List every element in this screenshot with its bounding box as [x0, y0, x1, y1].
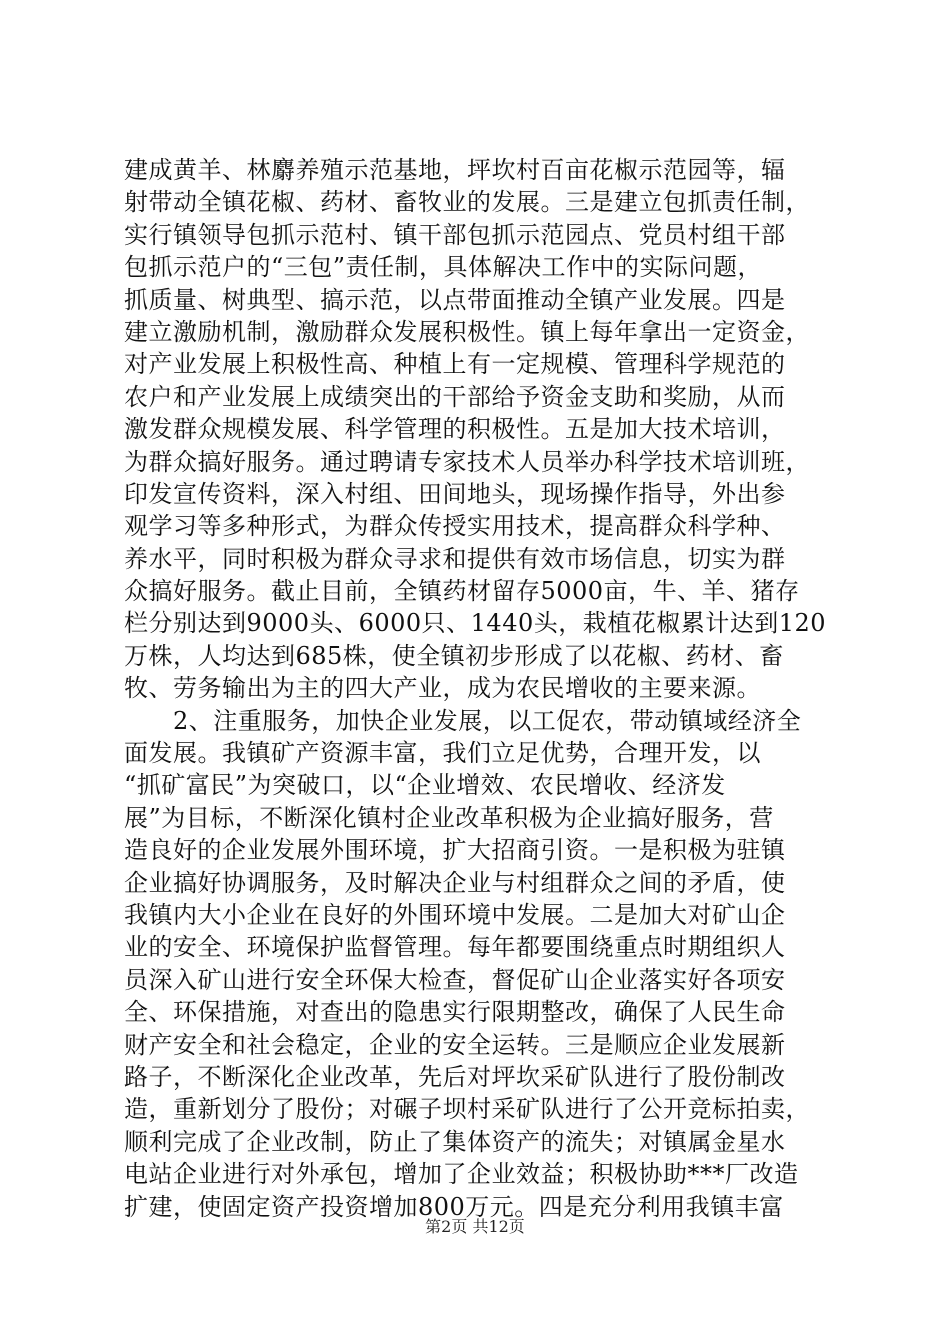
text-line: 众搞好服务。截止目前，全镇药材留存5000亩，牛、羊、猪存 — [124, 577, 800, 606]
text-line: 为群众搞好服务。通过聘请专家技术人员举办科学技术培训班， — [124, 447, 810, 476]
text-line: 扩建，使固定资产投资增加800万元。四是充分利用我镇丰富 — [124, 1192, 784, 1221]
page-footer: 第2页 共12页 — [425, 1217, 525, 1236]
text-line: 印发宣传资料，深入村组、田间地头，现场操作指导，外出参 — [124, 479, 786, 508]
text-line: 栏分别达到9000头、6000只、1440头，栽植花椒累计达到120 — [124, 609, 827, 638]
text-line: 农户和产业发展上成绩突出的干部给予资金支助和奖励，从而 — [124, 382, 786, 411]
text-line: 企业搞好协调服务，及时解决企业与村组群众之间的矛盾，使 — [124, 868, 786, 897]
text-line: 养水平，同时积极为群众寻求和提供有效市场信息，切实为群 — [124, 544, 786, 573]
text-line: “抓矿富民”为突破口，以“企业增效、农民增收、经济发 — [124, 771, 726, 800]
text-line: 面发展。我镇矿产资源丰富，我们立足优势，合理开发，以 — [124, 739, 761, 768]
text-line: 2、注重服务，加快企业发展，以工促农，带动镇域经济全 — [124, 706, 802, 735]
text-line: 造良好的企业发展外围环境，扩大招商引资。一是积极为驻镇 — [124, 836, 786, 865]
text-line: 牧、劳务输出为主的四大产业，成为农民增收的主要来源。 — [124, 674, 761, 703]
text-line: 员深入矿山进行安全环保大检查，督促矿山企业落实好各项安 — [124, 965, 786, 994]
text-line: 业的安全、环境保护监督管理。每年都要围绕重点时期组织人 — [124, 933, 786, 962]
text-line: 顺利完成了企业改制，防止了集体资产的流失；对镇属金星水 — [124, 1127, 786, 1156]
text-line: 建立激励机制，激励群众发展积极性。镇上每年拿出一定资金， — [124, 317, 810, 346]
text-line: 观学习等多种形式，为群众传授实用技术，提高群众科学种、 — [124, 512, 786, 541]
text-line: 激发群众规模发展、科学管理的积极性。五是加大技术培训， — [124, 415, 786, 444]
text-line: 财产安全和社会稳定，企业的安全运转。三是顺应企业发展新 — [124, 1030, 786, 1059]
text-line: 路子，不断深化企业改革，先后对坪坎采矿队进行了股份制改 — [124, 1062, 786, 1091]
text-line: 射带动全镇花椒、药材、畜牧业的发展。三是建立包抓责任制， — [124, 188, 810, 217]
text-line: 我镇内大小企业在良好的外围环境中发展。二是加大对矿山企 — [124, 900, 786, 929]
text-line: 电站企业进行对外承包，增加了企业效益；积极协助***厂改造 — [124, 1160, 799, 1189]
text-line: 实行镇领导包抓示范村、镇干部包抓示范园点、党员村组干部 — [124, 220, 786, 249]
text-line: 全、环保措施，对查出的隐患实行限期整改，确保了人民生命 — [124, 998, 786, 1027]
text-line: 造，重新划分了股份；对碾子坝村采矿队进行了公开竞标拍卖， — [124, 1095, 810, 1124]
text-line: 包抓示范户的“三包”责任制，具体解决工作中的实际问题， — [124, 253, 763, 282]
text-line: 建成黄羊、林麝养殖示范基地，坪坎村百亩花椒示范园等，辐 — [124, 156, 786, 184]
text-line: 对产业发展上积极性高、种植上有一定规模、管理科学规范的 — [124, 350, 786, 379]
text-line: 万株，人均达到685株，使全镇初步形成了以花椒、药材、畜 — [124, 641, 784, 670]
body-text — [124, 154, 844, 1223]
text-line: 抓质量、树典型、搞示范，以点带面推动全镇产业发展。四是 — [124, 285, 786, 314]
text-line: 展”为目标，不断深化镇村企业改革积极为企业搞好服务，营 — [124, 803, 774, 832]
